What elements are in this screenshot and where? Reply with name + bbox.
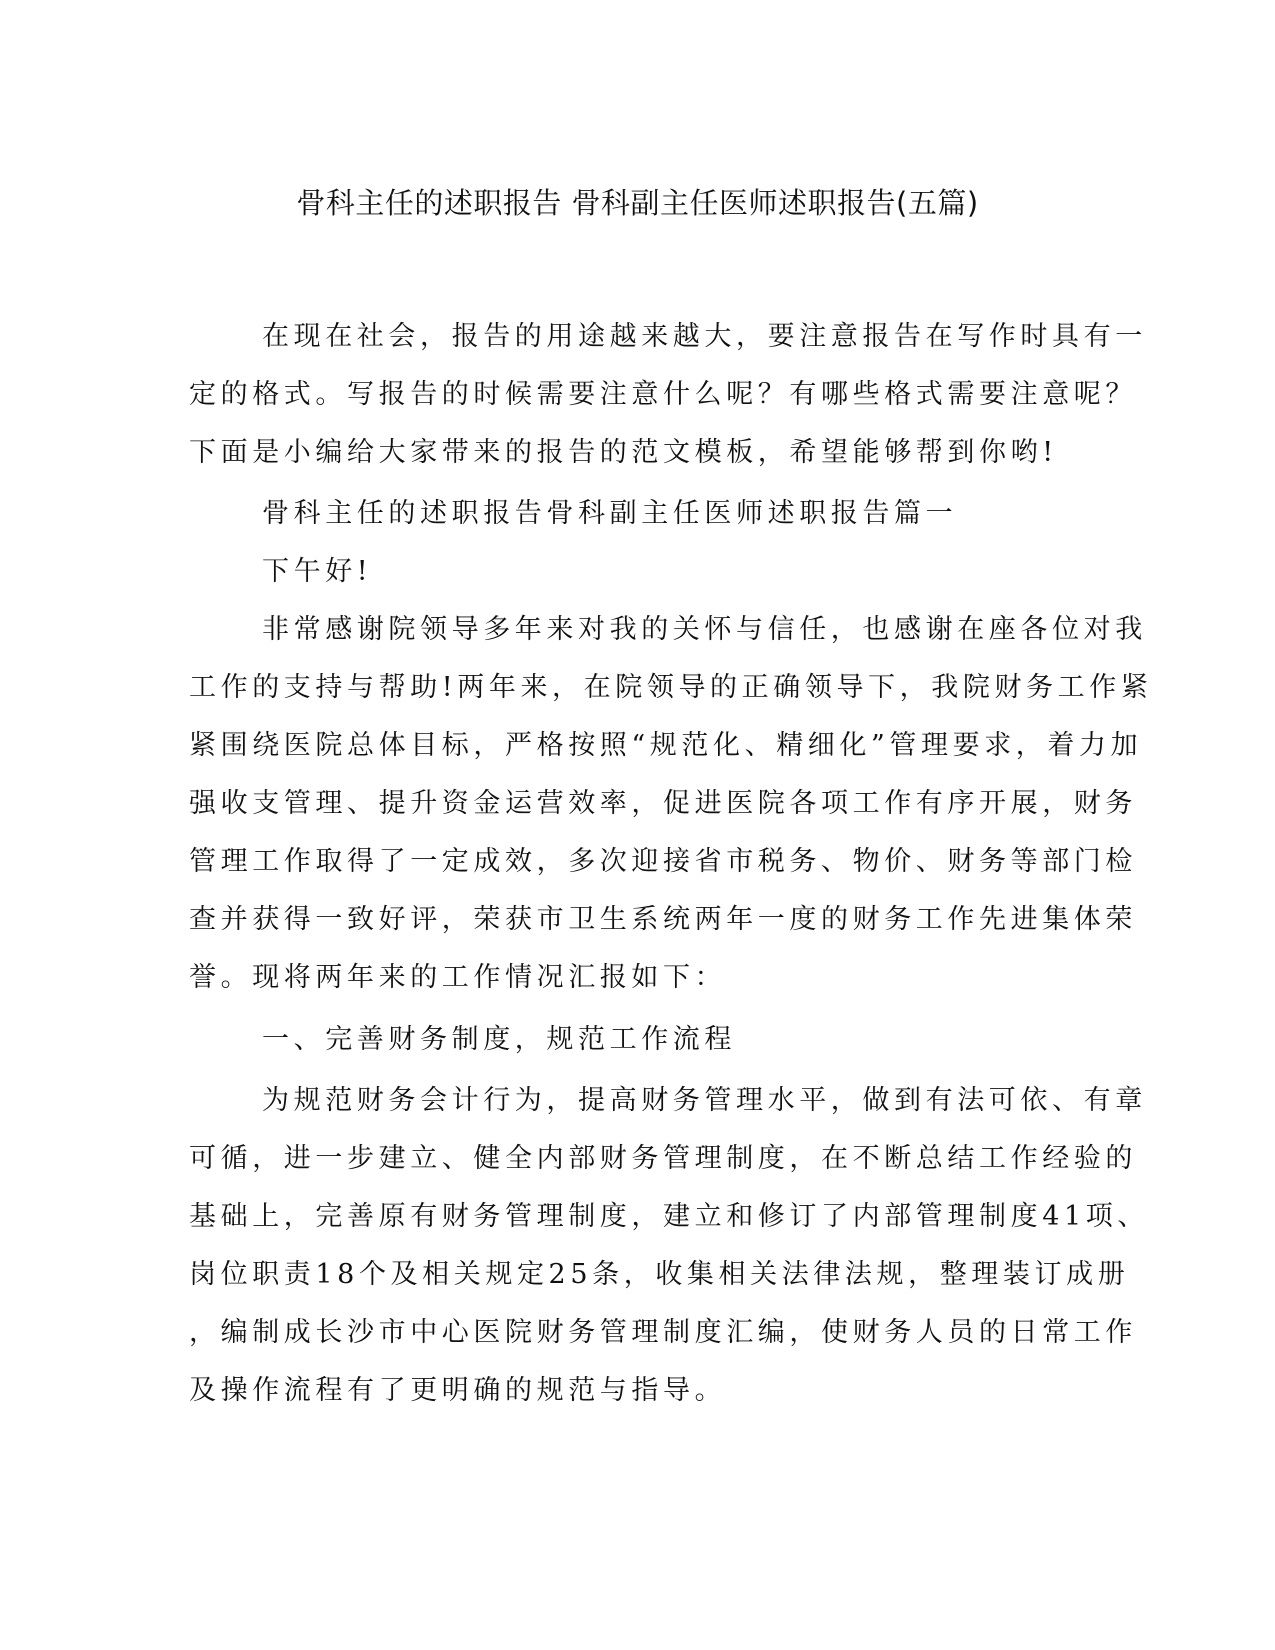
text-line: 下面是小编给大家带来的报告的范文模板，希望能够帮到你哟! — [189, 437, 1058, 468]
document-title: 骨科主任的述职报告 骨科副主任医师述职报告(五篇) — [296, 186, 979, 220]
text-line: 可循，进一步建立、健全内部财务管理制度，在不断总结工作经验的 — [189, 1143, 1137, 1174]
text-line: 工作的支持与帮助!两年来，在院领导的正确领导下，我院财务工作紧 — [189, 672, 1153, 703]
text-line: 定的格式。写报告的时候需要注意什么呢？有哪些格式需要注意呢？ — [189, 379, 1137, 410]
text-line: ，编制成长沙市中心医院财务管理制度汇编，使财务人员的日常工作 — [189, 1317, 1137, 1348]
text-line: 誉。现将两年来的工作情况汇报如下： — [189, 962, 727, 993]
text-line: 为规范财务会计行为，提高财务管理水平，做到有法可依、有章 — [262, 1085, 1147, 1116]
greeting: 下午好! — [262, 556, 373, 587]
text-line: 强收支管理、提升资金运营效率，促进医院各项工作有序开展，财务 — [189, 788, 1137, 819]
text-line: 紧围绕医院总体目标，严格按照“规范化、精细化”管理要求，着力加 — [189, 730, 1143, 761]
section-heading: 骨科主任的述职报告骨科副主任医师述职报告篇一 — [262, 498, 958, 529]
subsection-heading: 一、完善财务制度，规范工作流程 — [262, 1024, 736, 1055]
text-line: 管理工作取得了一定成效，多次迎接省市税务、物价、财务等部门检 — [189, 846, 1137, 877]
text-line: 及操作流程有了更明确的规范与指导。 — [189, 1375, 727, 1406]
text-line: 非常感谢院领导多年来对我的关怀与信任，也感谢在座各位对我 — [262, 614, 1147, 645]
text-line: 查并获得一致好评，荣获市卫生系统两年一度的财务工作先进集体荣 — [189, 904, 1137, 935]
text-line: 在现在社会，报告的用途越来越大，要注意报告在写作时具有一 — [262, 321, 1147, 352]
text-line: 岗位职责18个及相关规定25条，收集相关法律法规，整理装订成册 — [189, 1259, 1130, 1290]
text-line: 基础上，完善原有财务管理制度，建立和修订了内部管理制度41项、 — [189, 1201, 1149, 1232]
